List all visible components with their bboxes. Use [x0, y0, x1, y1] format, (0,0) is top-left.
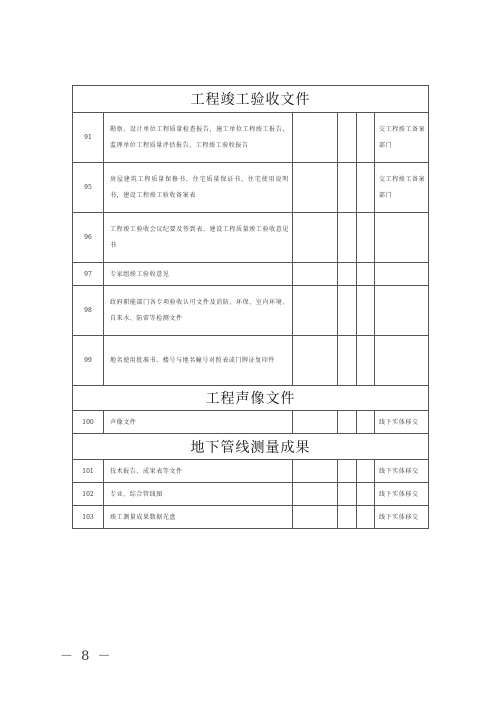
item-number: 91 — [73, 113, 104, 163]
blank-cell — [293, 411, 338, 434]
blank-cell — [357, 506, 375, 529]
item-remark: 线下实体移交 — [375, 483, 429, 506]
table-row — [73, 336, 429, 386]
blank-cell — [338, 213, 357, 263]
item-number: 99 — [73, 336, 104, 386]
archive-list-table — [72, 85, 429, 529]
item-description: 竣工测量成果数据光盘 — [104, 506, 293, 529]
item-remark: 线下实体移交 — [375, 411, 429, 434]
item-remark: 线下实体移交 — [375, 460, 429, 483]
item-number: 97 — [73, 263, 104, 286]
item-number: 103 — [73, 506, 104, 529]
blank-cell — [357, 263, 375, 286]
section-title: 地下管线测量成果 — [73, 434, 429, 460]
blank-cell — [357, 113, 375, 163]
item-remark — [375, 336, 429, 386]
table-row — [73, 286, 429, 336]
blank-cell — [338, 263, 357, 286]
item-description: 房屋建筑工程质量保修书，住宅质量保证书、住宅使用说明书，建设工程竣工验收备案表 — [104, 163, 293, 213]
blank-cell — [293, 213, 338, 263]
blank-cell — [338, 483, 357, 506]
blank-cell — [293, 286, 338, 336]
item-description: 专业、综合管线图 — [104, 483, 293, 506]
item-number: 95 — [73, 163, 104, 213]
item-description: 声像文件 — [104, 411, 293, 434]
blank-cell — [293, 460, 338, 483]
blank-cell — [357, 460, 375, 483]
item-number: 96 — [73, 213, 104, 263]
blank-cell — [293, 163, 338, 213]
item-number: 98 — [73, 286, 104, 336]
item-remark: 线下实体移交 — [375, 506, 429, 529]
page-number: － 8 － — [60, 649, 113, 664]
blank-cell — [357, 286, 375, 336]
section-title: 工程竣工验收文件 — [73, 86, 429, 113]
table-row — [73, 263, 429, 286]
blank-cell — [293, 113, 338, 163]
blank-cell — [338, 336, 357, 386]
blank-cell — [338, 113, 357, 163]
blank-cell — [338, 163, 357, 213]
table-row — [73, 460, 429, 483]
blank-cell — [357, 336, 375, 386]
blank-cell — [293, 263, 338, 286]
blank-cell — [293, 336, 338, 386]
item-remark — [375, 263, 429, 286]
section-header-row — [73, 434, 429, 460]
item-remark — [375, 213, 429, 263]
section-header-row — [73, 386, 429, 411]
item-description: 政府职能部门各专项验收认可文件及消防、环保、室内环境、自来水、防雷等检测文件 — [104, 286, 293, 336]
item-remark: 交工程竣工备案部门 — [375, 163, 429, 213]
blank-cell — [357, 411, 375, 434]
table-row — [73, 113, 429, 163]
item-remark: 交工程竣工备案部门 — [375, 113, 429, 163]
item-remark — [375, 286, 429, 336]
section-header-row — [73, 86, 429, 113]
blank-cell — [338, 460, 357, 483]
item-description: 专家组竣工验收意见 — [104, 263, 293, 286]
item-description: 技术报告、成果表等文件 — [104, 460, 293, 483]
item-number: 101 — [73, 460, 104, 483]
table-row — [73, 213, 429, 263]
blank-cell — [357, 483, 375, 506]
blank-cell — [357, 213, 375, 263]
blank-cell — [338, 506, 357, 529]
item-number: 102 — [73, 483, 104, 506]
table-row — [73, 411, 429, 434]
blank-cell — [338, 411, 357, 434]
section-title: 工程声像文件 — [73, 386, 429, 411]
blank-cell — [338, 286, 357, 336]
item-number: 100 — [73, 411, 104, 434]
blank-cell — [293, 483, 338, 506]
table-row — [73, 163, 429, 213]
item-description: 勘察、设计单位工程质量检查报告，施工单位工程竣工报告，监理单位工程质量评估报告，工程竣工验收报告 — [104, 113, 293, 163]
table-row — [73, 506, 429, 529]
blank-cell — [293, 506, 338, 529]
item-description: 工程竣工验收会议纪要及签到表、建设工程质量竣工验收意见书 — [104, 213, 293, 263]
blank-cell — [357, 163, 375, 213]
table-row — [73, 483, 429, 506]
item-description: 地名使用批准书、楼号与地名幢号对照表或门牌证复印件 — [104, 336, 293, 386]
